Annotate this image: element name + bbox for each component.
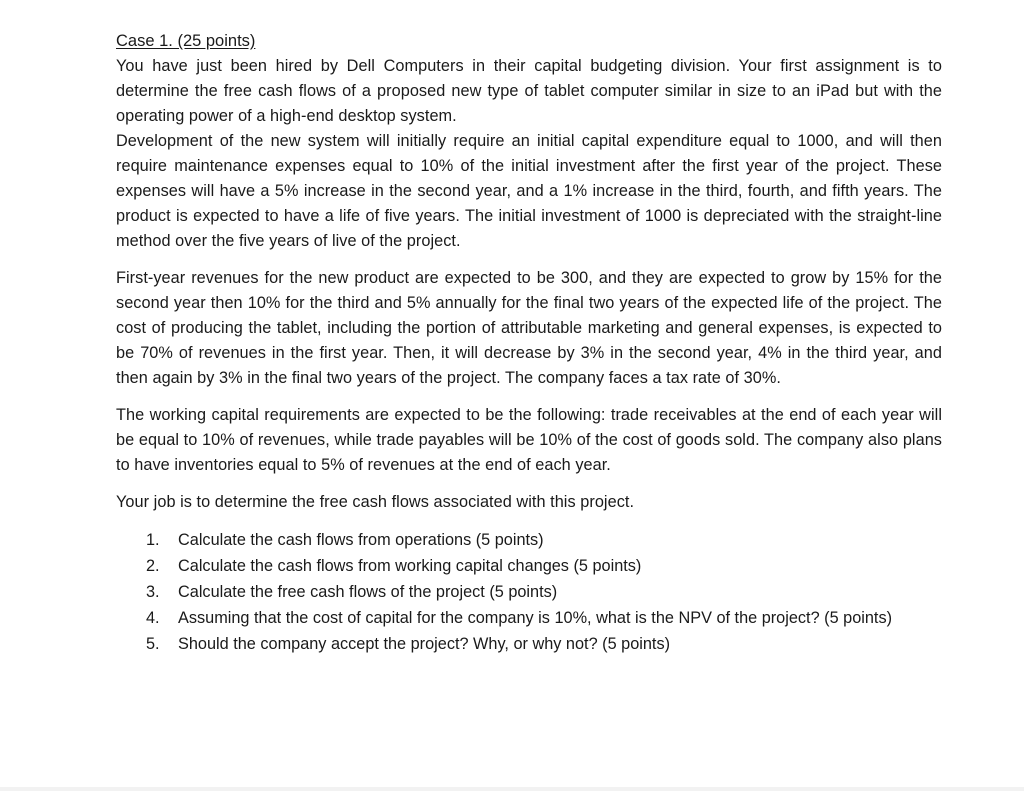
paragraph-development: Development of the new system will initially require an initial capital expenditure equal to 1000, and will then require maintenance expenses equal to 10% of the initial investment after the first year of the project. These expenses will have a 5% increase in the second year, and a 1% increase in the third, fourth, and fifth years. The product is expected to have a life of five years. The initial investment of 1000 is depreciated with the straight-line method over the five years of live of the project. [116, 132, 942, 250]
list-item-text: Calculate the free cash flows of the project (5 points) [178, 583, 558, 601]
list-item-number: 2. [146, 557, 160, 575]
list-item-number: 5. [146, 635, 160, 653]
page-bottom-edge [0, 787, 1024, 791]
list-item-text: Calculate the cash flows from working capital changes (5 points) [178, 557, 642, 575]
list-item [146, 527, 942, 553]
paragraph-job: Your job is to determine the free cash flows associated with this project. [116, 493, 635, 511]
list-item-number: 3. [146, 583, 160, 601]
list-item-number: 1. [146, 531, 160, 549]
list-item [146, 631, 942, 657]
list-item-text: Should the company accept the project? Why, or why not? (5 points) [178, 635, 671, 653]
task-list [146, 527, 942, 657]
paragraph-working-capital: The working capital requirements are expected to be the following: trade receivables at the end of each year will be equal to 10% of revenues, while trade payables will be 10% of the cost of goods sold. The company also plans to have inventories equal to 5% of revenues at the end of each year. [116, 406, 942, 474]
paragraph-revenues: First-year revenues for the new product are expected to be 300, and they are expected to grow by 15% for the second year then 10% for the third and 5% annually for the final two years of the expected life of the project. The cost of producing the tablet, including the portion of attributable marketing and general expenses, is expected to be 70% of revenues in the first year. Then, it will decrease by 3% in the second year, 4% in the third year, and then again by 3% in the final two years of the project. The company faces a tax rate of 30%. [116, 269, 942, 387]
list-item-text: Calculate the cash flows from operations (5 points) [178, 531, 544, 549]
case-title: Case 1. (25 points) [116, 32, 256, 50]
list-item [146, 605, 942, 631]
list-item [146, 579, 942, 605]
list-item-number: 4. [146, 609, 160, 627]
list-item [146, 553, 942, 579]
document-page [116, 29, 942, 657]
list-item-text: Assuming that the cost of capital for the company is 10%, what is the NPV of the project? (5 points) [178, 609, 893, 627]
paragraph-intro: You have just been hired by Dell Computers in their capital budgeting division. Your first assignment is to determine the free cash flows of a proposed new type of tablet computer similar in size to an iPad but with the operating power of a high-end desktop system. [116, 57, 942, 125]
